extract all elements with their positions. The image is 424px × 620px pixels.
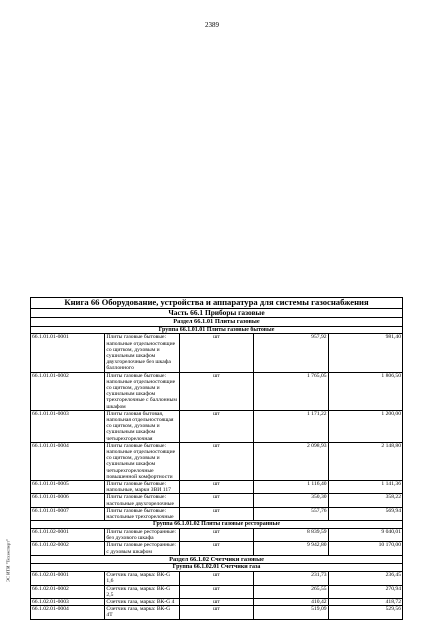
item-code: 66.1.01.01-0006 (31, 494, 105, 507)
item-name: Плиты газовые бытовые: напольные отдельностоящие со щитком, духовым и сушильным шкафом трехгорелочные с баллонным шкафом (105, 372, 179, 410)
item-price-2: 981,40 (328, 334, 402, 372)
item-unit: шт (179, 334, 253, 372)
item-price-1: 1 116,40 (254, 481, 328, 494)
item-unit: шт (179, 481, 253, 494)
group-title-row (31, 326, 403, 334)
item-name: Счетчик газа, марка: ВК-G 1,6 (105, 572, 179, 585)
group-title: Группа 66.1.01.02 Плиты газовые ресторанные (31, 521, 403, 529)
side-stamp-text: ЭС ИТИ "Техэксперт" (5, 538, 11, 583)
group-title-row (31, 521, 403, 529)
item-price-1: 957,92 (254, 334, 328, 372)
item-price-1: 350,30 (254, 494, 328, 507)
item-price-2: 1 806,50 (328, 372, 402, 410)
item-unit: шт (179, 572, 253, 585)
item-name: Плиты газовые бытовые: напольные отдельностоящие со щитком, духовым и сушильным шкафом четырехгорелочные повышенной комфортности (105, 442, 179, 480)
item-price-2: 270,94 (328, 585, 402, 598)
item-name: Плиты газовые ресторанные: с духовым шкафом (105, 542, 179, 555)
item-code: 66.1.01.01-0005 (31, 481, 105, 494)
item-price-1: 1 171,22 (254, 410, 328, 442)
item-name: Плиты газовые бытовые: напольные, марки ЗВИ 117 (105, 481, 179, 494)
item-unit: шт (179, 442, 253, 480)
item-unit: шт (179, 372, 253, 410)
part-title-row (31, 308, 403, 318)
item-code: 66.1.02.01-0001 (31, 572, 105, 585)
table-row (31, 606, 403, 619)
section-title: Раздел 66.1.02 Счетчики газовые (31, 555, 403, 563)
table-row (31, 529, 403, 542)
item-price-1: 557,76 (254, 507, 328, 520)
item-code: 66.1.02.01-0004 (31, 606, 105, 619)
item-code: 66.1.01.01-0003 (31, 410, 105, 442)
section-title: Раздел 66.1.01 Плиты газовые (31, 318, 403, 326)
item-unit: шт (179, 606, 253, 619)
group-title: Группа 66.1.01.01 Плиты газовые бытовые (31, 326, 403, 334)
item-price-1: 9 942,80 (254, 542, 328, 555)
item-price-2: 1 200,00 (328, 410, 402, 442)
item-price-1: 231,73 (254, 572, 328, 585)
table-row (31, 507, 403, 520)
item-name: Плиты газовые бытовые: настольные двухгорелочные (105, 494, 179, 507)
book-title: Книга 66 Оборудование, устройства и аппаратура для системы газоснабжения (31, 298, 403, 309)
item-code: 66.1.01.01-0004 (31, 442, 105, 480)
item-price-2: 9 040,01 (328, 529, 402, 542)
item-unit: шт (179, 598, 253, 605)
section-title-row (31, 555, 403, 563)
table-row (31, 585, 403, 598)
table-row (31, 334, 403, 372)
group-title: Группа 66.1.02.01 Счетчики газа (31, 564, 403, 572)
side-stamp (3, 528, 13, 598)
table-row (31, 494, 403, 507)
item-name: Счетчик газа, марка: ВК-G 4Т (105, 606, 179, 619)
item-name: Счетчик газа, марка: ВК-G 4 (105, 598, 179, 605)
item-name: Плиты газовые бытовые: настольные трехгорелочные (105, 507, 179, 520)
table-row (31, 598, 403, 605)
item-unit: шт (179, 507, 253, 520)
item-code: 66.1.01.01-0002 (31, 372, 105, 410)
item-code: 66.1.02.01-0003 (31, 598, 105, 605)
page-number: 2389 (205, 21, 219, 29)
item-unit: шт (179, 410, 253, 442)
item-price-2: 10 170,00 (328, 542, 402, 555)
item-code: 66.1.01.02-0001 (31, 529, 105, 542)
item-price-2: 418,72 (328, 598, 402, 605)
item-name: Плиты газовые бытовые: напольные отдельностоящие со щитком, духовым и сушильным шкафом двухгорелочные без шкафа баллонного (105, 334, 179, 372)
item-unit: шт (179, 529, 253, 542)
item-price-1: 8 839,59 (254, 529, 328, 542)
item-price-1: 410,42 (254, 598, 328, 605)
price-table-body (31, 298, 403, 620)
item-price-1: 1 765,05 (254, 372, 328, 410)
item-code: 66.1.01.01-0007 (31, 507, 105, 520)
item-code: 66.1.01.01-0001 (31, 334, 105, 372)
item-price-2: 2 148,80 (328, 442, 402, 480)
item-price-2: 236,45 (328, 572, 402, 585)
item-name: Счетчик газа, марка: ВК-G 2,5 (105, 585, 179, 598)
item-price-1: 265,55 (254, 585, 328, 598)
book-title-row (31, 298, 403, 309)
item-price-2: 529,56 (328, 606, 402, 619)
item-unit: шт (179, 585, 253, 598)
item-name: Плиты газовая бытовая, напольная отдельностоящая со щитком, духовым и сушильным шкафом четырехгорелочная (105, 410, 179, 442)
item-price-1: 2 098,93 (254, 442, 328, 480)
price-table (30, 297, 403, 620)
item-unit: шт (179, 494, 253, 507)
item-price-2: 1 141,36 (328, 481, 402, 494)
part-title: Часть 66.1 Приборы газовые (31, 308, 403, 318)
item-price-2: 569,94 (328, 507, 402, 520)
item-price-1: 519,09 (254, 606, 328, 619)
group-title-row (31, 564, 403, 572)
item-unit: шт (179, 542, 253, 555)
table-row (31, 542, 403, 555)
item-code: 66.1.01.02-0002 (31, 542, 105, 555)
table-row (31, 442, 403, 480)
table-row (31, 481, 403, 494)
item-price-2: 358,22 (328, 494, 402, 507)
table-row (31, 372, 403, 410)
table-row (31, 410, 403, 442)
item-code: 66.1.02.01-0002 (31, 585, 105, 598)
table-row (31, 572, 403, 585)
section-title-row (31, 318, 403, 326)
item-name: Плиты газовые ресторанные: без духового шкафа (105, 529, 179, 542)
